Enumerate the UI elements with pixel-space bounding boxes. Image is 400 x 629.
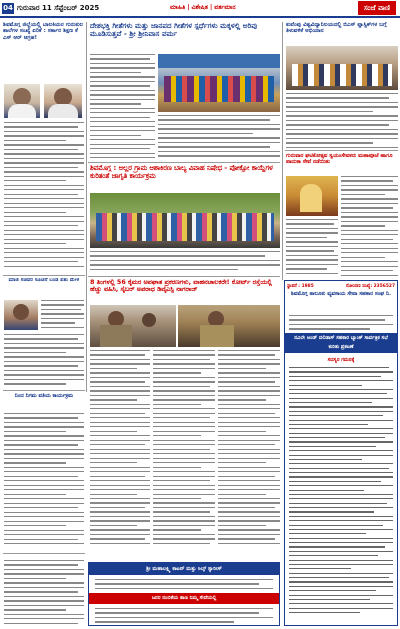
left-top-article bbox=[3, 22, 85, 84]
article-divider bbox=[285, 150, 398, 151]
article-body bbox=[90, 54, 155, 160]
portrait-photo bbox=[44, 84, 82, 118]
article-body bbox=[4, 334, 84, 388]
article-body bbox=[90, 350, 150, 560]
portrait-photo bbox=[4, 300, 38, 330]
section-label: ಮಾಹಿತಿ | ವಿಶೇಷಿತ | ವರ್ತಮಾನ bbox=[170, 4, 236, 11]
society-notice bbox=[284, 280, 398, 626]
center-mid-article bbox=[90, 165, 280, 191]
article-divider bbox=[88, 162, 280, 163]
article-divider bbox=[3, 390, 85, 391]
article-body bbox=[153, 350, 215, 560]
left-mid-article bbox=[3, 278, 85, 298]
article-body bbox=[286, 93, 398, 149]
article-headline: ಶಿವಮೊಗ್ಗ ಜಿಲ್ಲೆಯಲ್ಲಿ ಬಾಲಕಿಯರ ಗುರುಕುಲ ಶಾಲೆಗಳ ಸಂಖ್ಯೆ ಏರಿಕೆ : ಸರ್ಕಾರ ಶಿಕ್ಷಣ ಕೆ ಎಸ್ ಆರ್ ಆಗ್ರಹ! bbox=[3, 22, 84, 41]
event-photo bbox=[178, 305, 280, 347]
notice-banner: ನವಿಲೇ ಅಂಡ್ ದಲಿಡಾಸ್ ಸಹಕಾರ ಬ್ಯಾಂಕ್ ಸಾರ್ವತ್ರಿಕ ಸಭೆ ಕುರಿತು ಪ್ರಕಟಣೆ bbox=[294, 335, 388, 350]
article-divider bbox=[88, 276, 280, 277]
article-divider bbox=[3, 553, 85, 554]
article-body bbox=[158, 115, 280, 159]
event-photo bbox=[286, 176, 338, 216]
article-headline: ದೇಶಭಕ್ತಿ ಗೀತೆಗಳು ಮತ್ತು ಜಾನಪದ ಗೀತೆಗಳ ಸ್ಪರ್ಧೆಗಳು ಮಕ್ಕಳಲ್ಲಿ ಅರಿವು ಮೂಡಿಸುತ್ತವೆ - ಶ್ರೀ ಶ್ರೀನಿವಾಸ ವರ್ಮ bbox=[90, 22, 258, 39]
notice-registration: ನೋಂದಣಿ ಸಂಖ್ಯೆ: 2356527 bbox=[345, 284, 395, 289]
event-photo bbox=[90, 305, 176, 347]
notice-established: ಸ್ಥಾಪನೆ : 1985 bbox=[287, 284, 314, 289]
footer-advertisement bbox=[88, 562, 280, 626]
column-divider bbox=[86, 22, 87, 392]
article-body bbox=[4, 560, 84, 626]
right-top-article bbox=[286, 22, 398, 44]
event-photo bbox=[90, 193, 280, 248]
article-body bbox=[41, 300, 84, 332]
issue-date: ಗುರುವಾರ 11 ಸೆಪ್ಟೆಂಬರ್ 2025 bbox=[17, 4, 100, 12]
article-body bbox=[286, 219, 338, 277]
article-divider bbox=[3, 275, 85, 276]
article-body bbox=[4, 413, 84, 551]
article-body bbox=[341, 176, 398, 276]
ad-title: ಶ್ರೀ ಮಹಾಲಕ್ಷ್ಮಿ ಕಾಟನ್ ಮತ್ತು ಸಿಲ್ಕ್ ಸ್ಯಾರೀಸ್ bbox=[146, 566, 222, 572]
article-headline: ಮಾಜಿ ಸಚಿವರ ಸೂಚನೆ ಬಂಡ ಪಶು ಮೇಳ bbox=[8, 278, 80, 283]
center-top-article bbox=[90, 22, 280, 52]
event-photo bbox=[286, 46, 398, 90]
masthead-logo: ಸಂಜೆ ವಾಣಿ bbox=[358, 1, 396, 15]
notice-subtitle: ಸದಸ್ಯರ ಗಮನಕ್ಕೆ bbox=[327, 357, 355, 363]
article-body bbox=[218, 350, 280, 560]
center-bottom-article bbox=[90, 279, 280, 303]
right-mid-article bbox=[286, 153, 398, 173]
page-number: 04 bbox=[3, 4, 13, 12]
event-photo bbox=[158, 54, 280, 112]
notice-body bbox=[289, 367, 393, 616]
article-headline: ಗುರುವಾರ ಘಟಿಕೋತ್ಸವ ಸ್ವಯಂಸೇವಕರು ಮಹಾಪೂಜೆ ಹಾಗೂ ಪಾದುಕಾ ಸೇವೆ ನಡೆಯಿತು bbox=[286, 153, 393, 166]
notice-title: ಶಿವಮೊಗ್ಗ ತಾಲೂಕು ವ್ಯವಸಾಯ ಸೇವಾ ಸಹಕಾರ ಸಂಘ ನಿ. bbox=[290, 291, 392, 297]
portrait-photo bbox=[4, 84, 40, 118]
left-bottom-article bbox=[3, 393, 85, 411]
column-divider bbox=[282, 22, 283, 280]
ad-subtitle: ಜನರ ನಂಬಿಕೆಯ ತಾಣ ನಿಮ್ಮ ಸೇವೆಯಲ್ಲಿ bbox=[151, 595, 217, 601]
page-header bbox=[0, 0, 400, 18]
article-body bbox=[90, 251, 280, 273]
article-headline: ಶಿವಮೊಗ್ಗ : ಅಲ್ಲರ ಗ್ರಾಮ ಆಶಾಕಿರಣ ಬಾಲ್ಯ ವಿವಾಹ ನಿಷೇಧ - ಪೋಕ್ಸೋ ಕಾಯ್ದೆಗಳ ಕುರಿತಂತೆ ಜಾಗೃತಿ ಕಾರ್ಯಕ್ರಮ bbox=[90, 165, 273, 180]
article-headline: 8 ತಿಂಗಳಲ್ಲಿ 56 ಕೈಮರ ಅಪಘಾತ ಪ್ರಕರಣಗಳು, ವಾಹನಚಾಲಕರೇ! ಕೋರ್ಟ್‌ ರಸ್ತೆಯಲ್ಲಿ ಹೆಚ್ಚು ವಹಿಸಿ, ಸೈಬರ್ ಅಪರಾಧ ಡಿವೈಎಸ್ಪಿ ನಾಗರಾಜ್ bbox=[90, 279, 272, 294]
article-headline: ಕುವೆಂಪು ವಿಶ್ವವಿದ್ಯಾನಿಲಯದಲ್ಲಿ ಬಿಎಸ್ ಪ್ಲಾಸ್ಟಿಕ್‌ಗಳ ಬಗ್ಗೆ ತಿಳುವಳಿಕೆ ಅಭಿಯಾನ bbox=[286, 22, 387, 35]
article-headline: ನಿಂದ ನಿಗಮ ವತಿಯ ಕಾರ್ಯಕ್ರಮ bbox=[14, 393, 74, 399]
article-body bbox=[4, 122, 84, 272]
